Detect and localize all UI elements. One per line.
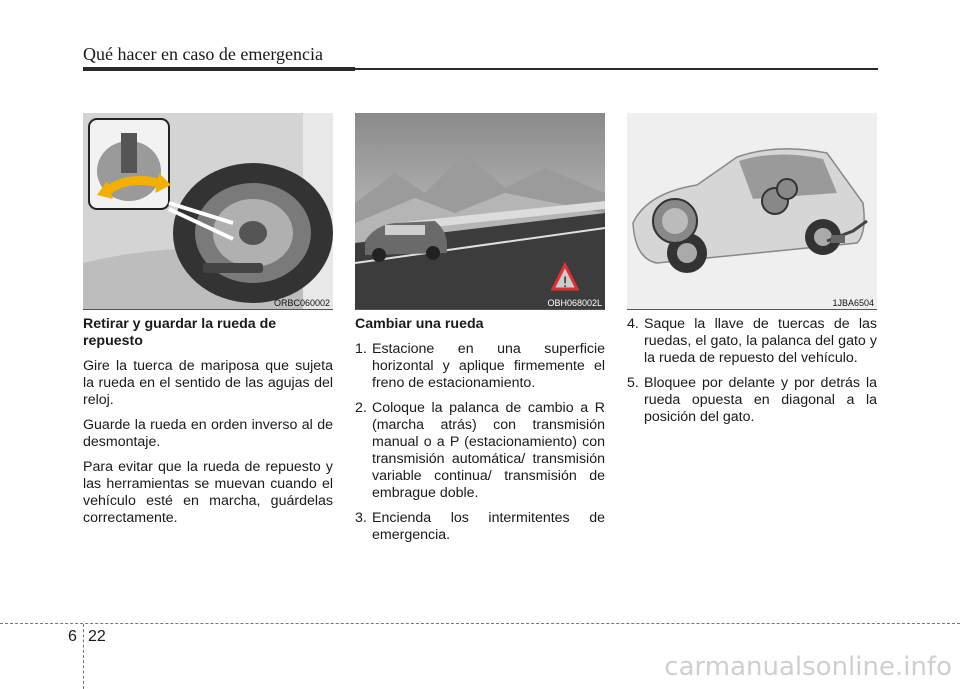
column-2	[355, 316, 605, 552]
step-text: Saque la llave de tuercas de las ruedas, el gato, la palanca del gato y la rueda de repuesto del vehículo.	[644, 316, 877, 366]
page-number: 22	[88, 628, 106, 645]
footer-rule	[0, 623, 960, 624]
svg-text:!: !	[562, 275, 568, 291]
step-text: Estacione en una superficie horizontal y aplique firmemente el freno de estacionamiento.	[372, 341, 605, 391]
step-item	[355, 510, 605, 544]
steps-list	[355, 341, 605, 544]
car-on-highway-with-warning-triangle-illustration	[355, 113, 605, 309]
step-text: Coloque la palanca de cambio a R (marcha atrás) con transmisión manual o a P (estacionamiento) con transmisión automática/ transmisión variable continua/ transmisión de embrague doble.	[372, 400, 605, 501]
figure-spare-tire	[83, 113, 333, 309]
figure-code: 1JBA6504	[832, 298, 874, 308]
steps-list	[627, 316, 877, 426]
spare-tire-in-trunk-illustration	[83, 113, 333, 309]
step-number: 1.	[355, 341, 367, 357]
paragraph: Para evitar que la rueda de repuesto y las herramientas se muevan cuando el vehículo esté en marcha, guárdelas correctamente.	[83, 459, 333, 526]
chapter-number: 6	[68, 628, 77, 645]
figure-underline	[627, 309, 877, 310]
step-text: Encienda los intermitentes de emergencia.	[372, 510, 605, 543]
figure-underline	[355, 309, 605, 310]
figure-car-jack	[627, 113, 877, 309]
step-number: 2.	[355, 400, 367, 416]
section-heading: Retirar y guardar la rueda de repuesto	[83, 316, 277, 349]
figure-code: ORBC060002	[273, 298, 330, 308]
figure-underline	[83, 309, 333, 310]
column-1	[83, 316, 333, 535]
step-item	[627, 316, 877, 367]
paragraph: Gire la tuerca de mariposa que sujeta la rueda en el sentido de las agujas del reloj.	[83, 358, 333, 408]
page-title: Qué hacer en caso de emergencia	[83, 44, 324, 64]
step-number: 4.	[627, 316, 639, 332]
footer-divider	[83, 624, 84, 689]
paragraph: Guarde la rueda en orden inverso al de desmontaje.	[83, 417, 333, 450]
step-item	[355, 400, 605, 502]
figure-highway-car	[355, 113, 605, 309]
header-rule	[83, 67, 878, 71]
watermark: carmanualsonline.info	[664, 652, 952, 682]
figure-code: OBH068002L	[547, 298, 602, 308]
car-with-jack-and-wheel-illustration	[627, 113, 877, 309]
section-heading: Cambiar una rueda	[355, 316, 484, 332]
step-item	[627, 375, 877, 426]
step-number: 5.	[627, 375, 639, 391]
step-text: Bloquee por delante y por detrás la rueda opuesta en diagonal a la posición del gato.	[644, 375, 877, 425]
step-number: 3.	[355, 510, 367, 526]
column-3	[627, 316, 877, 434]
step-item	[355, 341, 605, 392]
